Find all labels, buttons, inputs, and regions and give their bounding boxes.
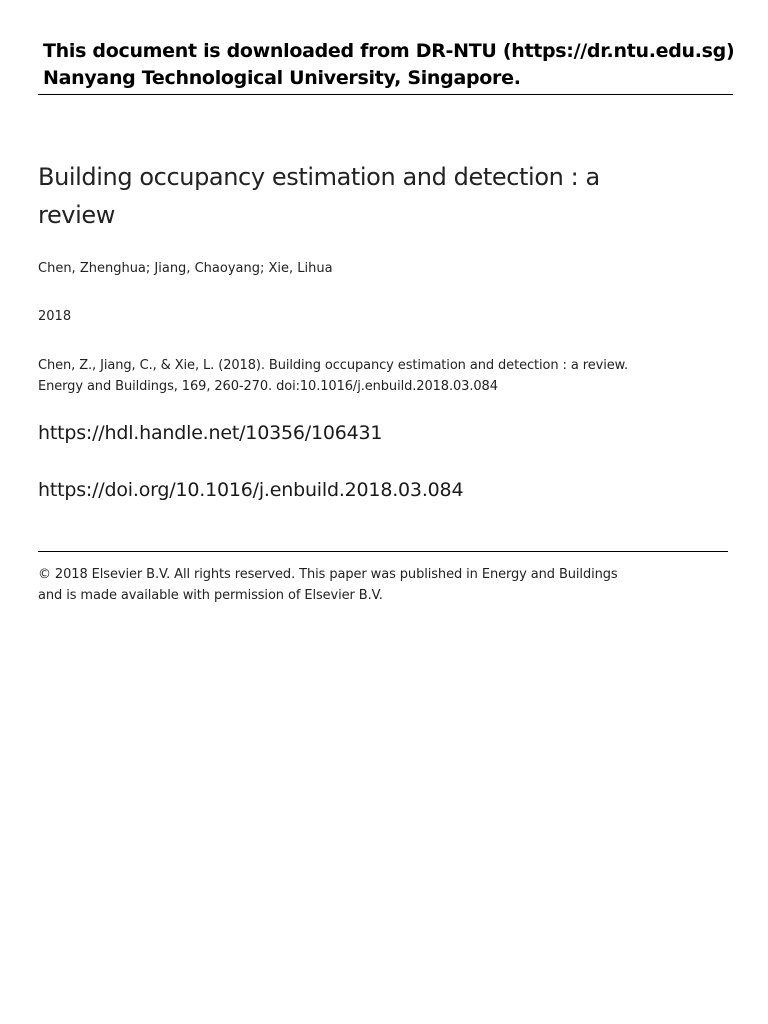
document-citation — [38, 355, 658, 397]
handle-link[interactable]: https://hdl.handle.net/10356/106431 — [38, 422, 383, 444]
rights-statement — [38, 564, 678, 606]
document-authors: Chen, Zhenghua; Jiang, Chaoyang; Xie, Lihua — [38, 261, 333, 276]
citation-line-2: Energy and Buildings, 169, 260‑270. doi:10.1016/j.enbuild.2018.03.084 — [38, 379, 498, 394]
doi-link[interactable]: https://doi.org/10.1016/j.enbuild.2018.03.084 — [38, 479, 464, 501]
rights-line-1: © 2018 Elsevier B.V. All rights reserved. This paper was published in Energy and Buildings — [38, 567, 618, 582]
document-year: 2018 — [38, 309, 72, 324]
section-divider — [38, 551, 728, 552]
repository-header — [38, 38, 733, 95]
document-title: Building occupancy estimation and detection : a review — [38, 163, 600, 230]
repository-header-line-2: Nanyang Technological University, Singapore. — [43, 67, 521, 89]
citation-line-1: Chen, Z., Jiang, C., & Xie, L. (2018). Building occupancy estimation and detection : a review. — [38, 358, 629, 373]
rights-line-2: and is made available with permission of Elsevier B.V. — [38, 588, 383, 603]
repository-header-line-1: This document is downloaded from DR‑NTU (https://dr.ntu.edu.sg) — [43, 40, 735, 62]
